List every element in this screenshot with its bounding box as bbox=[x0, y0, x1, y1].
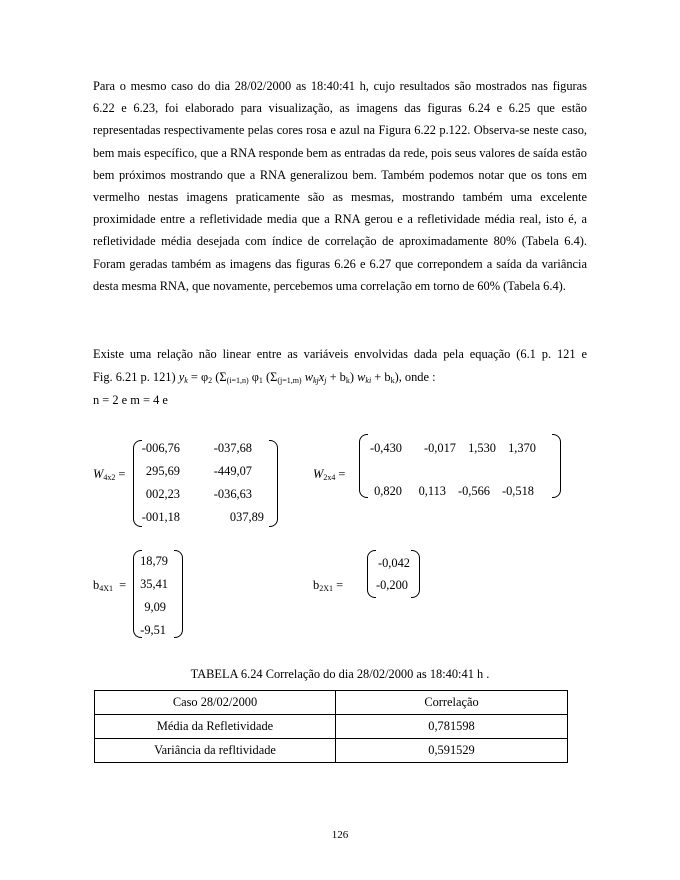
w2x4-label: $W_{2x4}$ = bbox=[313, 467, 346, 482]
matrix-cell: 1,530 bbox=[468, 441, 496, 455]
b2x1-right-bracket bbox=[411, 550, 420, 598]
correlation-table bbox=[94, 690, 568, 763]
table-row bbox=[95, 739, 568, 763]
table-caption: TABELA 6.24 Correlação do dia 28/02/2000 as 18:40:41 h . bbox=[190, 667, 490, 681]
table-header-cell: Caso 28/02/2000 bbox=[95, 691, 336, 715]
w2x4-right-bracket bbox=[552, 434, 561, 498]
b2x1-label: $b_{2X1}$ = bbox=[313, 578, 344, 593]
params-line: n = 2 e m = 4 e bbox=[93, 393, 168, 407]
vector-cell: -0,042 bbox=[377, 556, 410, 570]
matrix-cell: 002,23 bbox=[145, 487, 180, 501]
w4x2-label: $W_{4x2}$ = bbox=[93, 467, 126, 482]
matrix-cell: 295,69 bbox=[145, 464, 180, 478]
equation-suffix: , onde : bbox=[398, 370, 436, 384]
w4x2-right-bracket bbox=[269, 440, 278, 527]
body-paragraph-2: Existe uma relação não linear entre as variáveis envolvidas dada pela equação (6.1 p. 121 e bbox=[93, 347, 587, 361]
matrix-cell: -036,63 bbox=[213, 487, 252, 501]
matrix-cell: -006,76 bbox=[141, 441, 180, 455]
matrix-cell: -001,18 bbox=[141, 510, 180, 524]
b4x1-right-bracket bbox=[174, 550, 183, 638]
matrix-cell: -449,07 bbox=[213, 464, 252, 478]
matrix-cell: -0,430 bbox=[369, 441, 402, 455]
matrix-cell: 0,113 bbox=[418, 484, 446, 498]
table-header-cell: Correlação bbox=[336, 691, 568, 715]
matrix-cell: -0,566 bbox=[457, 484, 490, 498]
table-cell: 0,591529 bbox=[336, 739, 568, 763]
b4x1-label: $b_{4X1}$ = bbox=[93, 578, 127, 593]
table-header-row bbox=[95, 691, 568, 715]
matrix-cell: 1,370 bbox=[508, 441, 536, 455]
table-cell: 0,781598 bbox=[336, 715, 568, 739]
equation-prefix: Fig. 6.21 p. 121) bbox=[93, 370, 176, 384]
vector-cell: 9,09 bbox=[144, 600, 166, 614]
matrix-cell: -0,518 bbox=[501, 484, 534, 498]
matrix-cell: -037,68 bbox=[213, 441, 252, 455]
vector-cell: -0,200 bbox=[375, 578, 408, 592]
matrix-cell: -0,017 bbox=[423, 441, 456, 455]
matrix-cell: 037,89 bbox=[229, 510, 264, 524]
body-paragraph-1: Para o mesmo caso do dia 28/02/2000 as 18:40:41 h, cujo resultados são mostrados nas figuras 6.22 e 6.23, foi elaborado para visualização, as imagens das figuras 6.24 e 6.25 que estão representadas respectivamente pelas cores rosa e azul na Figura 6.22 p.122. Observa-se neste caso, bem mais específico, que a RNA responde bem as entradas da rede, pois seus valores de saída estão bem próximos mostrando que a RNA generalizou bem. Também podemos notar que os tons em vermelho nestas imagens praticamente são as mesmas, mostrando também uma excelente proximidade entre a refletividade media que a RNA gerou e a refletividade média real, isto é, a refletividade média desejada com índice de correlação de aproximadamente 80% (Tabela 6.4). Foram geradas também as imagens das figuras 6.26 e 6.27 que correpondem a saída da variância desta mesma RNA, que novamente, percebemos uma correlação em torno de 60% (Tabela 6.4). bbox=[93, 79, 587, 293]
table-cell: Média da Refletividade bbox=[95, 715, 336, 739]
vector-cell: 35,41 bbox=[140, 577, 168, 591]
vector-cell: 18,79 bbox=[140, 554, 168, 568]
table-cell: Variância da refltividade bbox=[95, 739, 336, 763]
page-number: 126 bbox=[331, 829, 349, 841]
equation-line bbox=[93, 370, 436, 385]
vector-cell: -9,51 bbox=[140, 623, 166, 637]
matrix-cell: 0,820 bbox=[374, 484, 402, 498]
table-row bbox=[95, 715, 568, 739]
equation-formula: $y_k = \varphi_2$ ($\Sigma_{(i=1,n)}$ $\varphi_1$ ($\Sigma_{(j=1,m)}$ $w_{kj}x_j + b_k$) $w_{ki} + b_k$) bbox=[178, 370, 399, 385]
